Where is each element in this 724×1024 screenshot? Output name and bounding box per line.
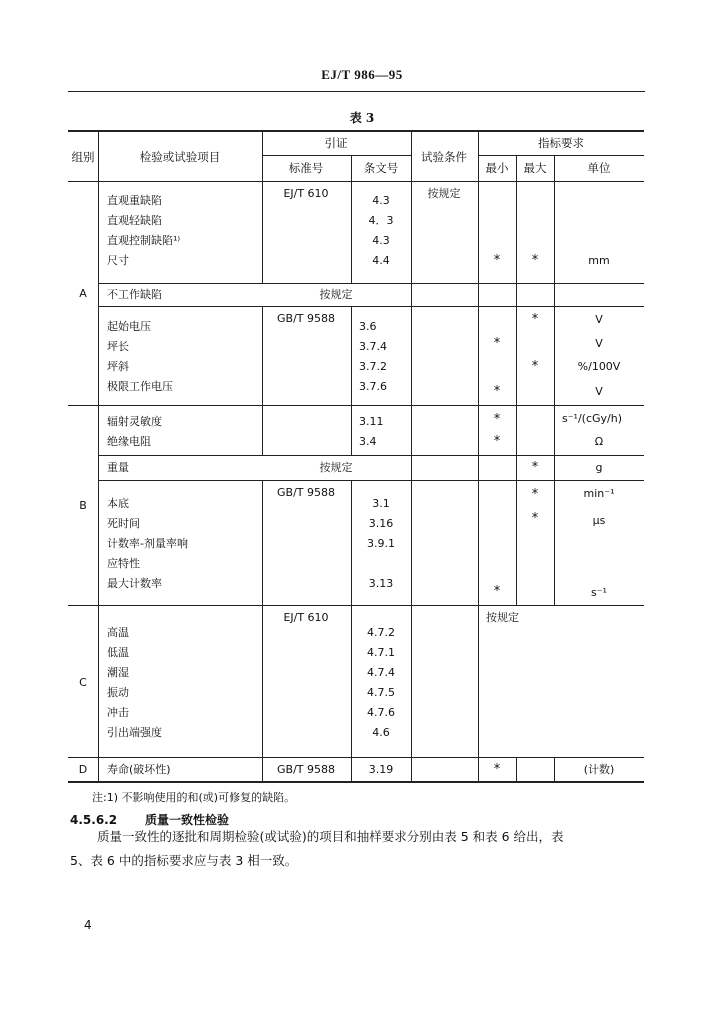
column-divider	[351, 306, 352, 455]
header-reference: 引证	[324, 136, 348, 150]
section-number: 4.5.6.2	[70, 813, 118, 827]
unit-cell: min⁻¹	[583, 487, 615, 500]
section-title: 质量一致性检验	[145, 813, 230, 827]
min-marker: *	[493, 434, 501, 449]
merged-reference-cell: 按规定	[319, 461, 353, 474]
item-cell: 本底	[107, 497, 129, 510]
clause-cell: 3.1	[372, 497, 390, 510]
min-marker: *	[493, 584, 501, 599]
group-label-c: C	[79, 676, 87, 689]
column-divider	[411, 130, 412, 781]
min-marker: *	[493, 762, 501, 777]
standard-cell: GB/T 9588	[277, 312, 335, 325]
paragraph-line-2: 5、表 6 中的指标要求应与表 3 相一致。	[70, 853, 298, 868]
clause-cell: 4.7.2	[367, 626, 395, 639]
group-divider-b-c	[68, 605, 644, 606]
item-cell: 应特性	[107, 557, 140, 570]
unit-cell: Ω	[594, 435, 604, 448]
item-cell: 坪斜	[107, 360, 129, 373]
header-max: 最大	[523, 161, 547, 175]
table-title: 表 3	[349, 111, 375, 125]
unit-cell: g	[595, 461, 603, 474]
header-rule	[68, 91, 645, 92]
unit-cell: V	[595, 313, 603, 326]
column-divider	[262, 480, 263, 781]
item-cell: 尺寸	[107, 254, 129, 267]
standard-cell: EJ/T 610	[283, 611, 329, 624]
unit-cell: s⁻¹/(cGy/h)	[562, 412, 622, 425]
merged-reference-cell: 按规定	[319, 288, 353, 301]
item-cell: 坪长	[107, 340, 129, 353]
requirement-header-divider	[478, 155, 644, 156]
item-cell: 直观控制缺陷¹⁾	[107, 234, 181, 247]
header-unit: 单位	[587, 161, 611, 175]
item-cell: 冲击	[107, 706, 129, 719]
column-divider	[554, 757, 555, 781]
item-cell: 寿命(破坏性)	[107, 763, 171, 776]
clause-cell: 4.4	[372, 254, 390, 267]
clause-cell: 3.9.1	[367, 537, 395, 550]
clause-cell: 4.6	[372, 726, 390, 739]
min-marker: *	[493, 253, 501, 268]
clause-cell: 3.4	[359, 435, 377, 448]
column-divider	[262, 130, 263, 283]
page-number: 4	[84, 918, 92, 932]
item-cell: 绝缘电阻	[107, 435, 151, 448]
item-cell: 直观重缺陷	[107, 194, 162, 207]
clause-cell: 3.19	[368, 763, 394, 776]
item-cell: 低温	[107, 646, 129, 659]
item-cell: 计数率-剂量率响	[107, 537, 188, 550]
max-marker: *	[531, 253, 539, 268]
header-requirement: 指标要求	[538, 136, 584, 150]
max-marker: *	[531, 460, 539, 475]
row-divider	[98, 283, 644, 284]
header-bottom-border	[68, 181, 644, 182]
unit-cell: %/100V	[577, 360, 621, 373]
item-cell: 重量	[107, 461, 129, 474]
item-cell: 最大计数率	[107, 577, 162, 590]
column-divider	[478, 130, 479, 781]
header-condition: 试验条件	[421, 150, 467, 164]
item-cell: 极限工作电压	[107, 380, 173, 393]
header-min: 最小	[485, 161, 509, 175]
standard-cell: GB/T 9588	[277, 486, 335, 499]
item-cell: 死时间	[107, 517, 140, 530]
min-marker: *	[493, 412, 501, 427]
clause-cell: 4．3	[368, 214, 394, 227]
max-marker: *	[531, 511, 539, 526]
clause-cell: 4.3	[372, 234, 390, 247]
reference-header-divider	[262, 155, 411, 156]
item-cell: 辐射灵敏度	[107, 415, 162, 428]
column-divider	[351, 480, 352, 781]
clause-cell: 3.7.4	[359, 340, 387, 353]
column-divider	[516, 155, 517, 605]
header-clause-no: 条文号	[363, 161, 399, 175]
unit-cell: mm	[588, 254, 610, 267]
clause-cell: 3.7.2	[359, 360, 387, 373]
table-footnote: 注:1) 不影响使用的和(或)可修复的缺陷。	[92, 791, 296, 804]
clause-cell: 4.7.1	[367, 646, 395, 659]
max-marker: *	[531, 359, 539, 374]
column-divider	[262, 306, 263, 455]
column-divider	[516, 757, 517, 781]
max-marker: *	[531, 312, 539, 327]
header-group: 组别	[71, 150, 95, 164]
clause-cell: 4.7.6	[367, 706, 395, 719]
min-marker: *	[493, 384, 501, 399]
clause-cell: 4.3	[372, 194, 390, 207]
row-divider	[98, 480, 644, 481]
header-standard-no: 标准号	[288, 161, 324, 175]
unit-cell: (计数)	[583, 763, 615, 776]
item-cell: 高温	[107, 626, 129, 639]
row-divider	[98, 455, 644, 456]
standard-cell: GB/T 9588	[277, 763, 335, 776]
group-label-b: B	[79, 499, 87, 512]
min-marker: *	[493, 336, 501, 351]
item-cell: 潮湿	[107, 666, 129, 679]
column-divider	[554, 155, 555, 605]
header-item: 检验或试验项目	[139, 150, 221, 164]
group-divider-a-b	[68, 405, 644, 406]
row-divider	[98, 306, 644, 307]
unit-cell: s⁻¹	[591, 586, 607, 599]
item-cell: 不工作缺陷	[107, 288, 162, 301]
condition-cell: 按规定	[427, 187, 461, 200]
item-cell: 起始电压	[107, 320, 151, 333]
table-bottom-border	[68, 781, 644, 783]
paragraph-line-1: 质量一致性的逐批和周期检验(或试验)的项目和抽样要求分别由表 5 和表 6 给出，表	[97, 829, 564, 844]
clause-cell: 3.7.6	[359, 380, 387, 393]
clause-cell: 3.6	[359, 320, 377, 333]
clause-cell: 3.11	[359, 415, 384, 428]
condition-cell: 按规定	[486, 611, 519, 624]
item-cell: 引出端强度	[107, 726, 162, 739]
unit-cell: V	[595, 385, 603, 398]
item-cell: 振动	[107, 686, 129, 699]
group-divider-c-d	[68, 757, 644, 758]
clause-cell: 4.7.5	[367, 686, 395, 699]
clause-cell: 3.16	[368, 517, 394, 530]
column-divider	[98, 130, 99, 781]
unit-cell: V	[595, 337, 603, 350]
item-cell: 直观轻缺陷	[107, 214, 162, 227]
unit-cell: μs	[592, 514, 606, 527]
table-top-border	[68, 130, 644, 132]
group-label-d: D	[78, 763, 88, 776]
column-divider	[351, 155, 352, 283]
standard-cell: EJ/T 610	[283, 187, 329, 200]
max-marker: *	[531, 487, 539, 502]
clause-cell: 3.13	[368, 577, 394, 590]
clause-cell: 4.7.4	[367, 666, 395, 679]
group-label-a: A	[79, 287, 87, 300]
document-header: EJ/T 986—95	[321, 67, 403, 82]
